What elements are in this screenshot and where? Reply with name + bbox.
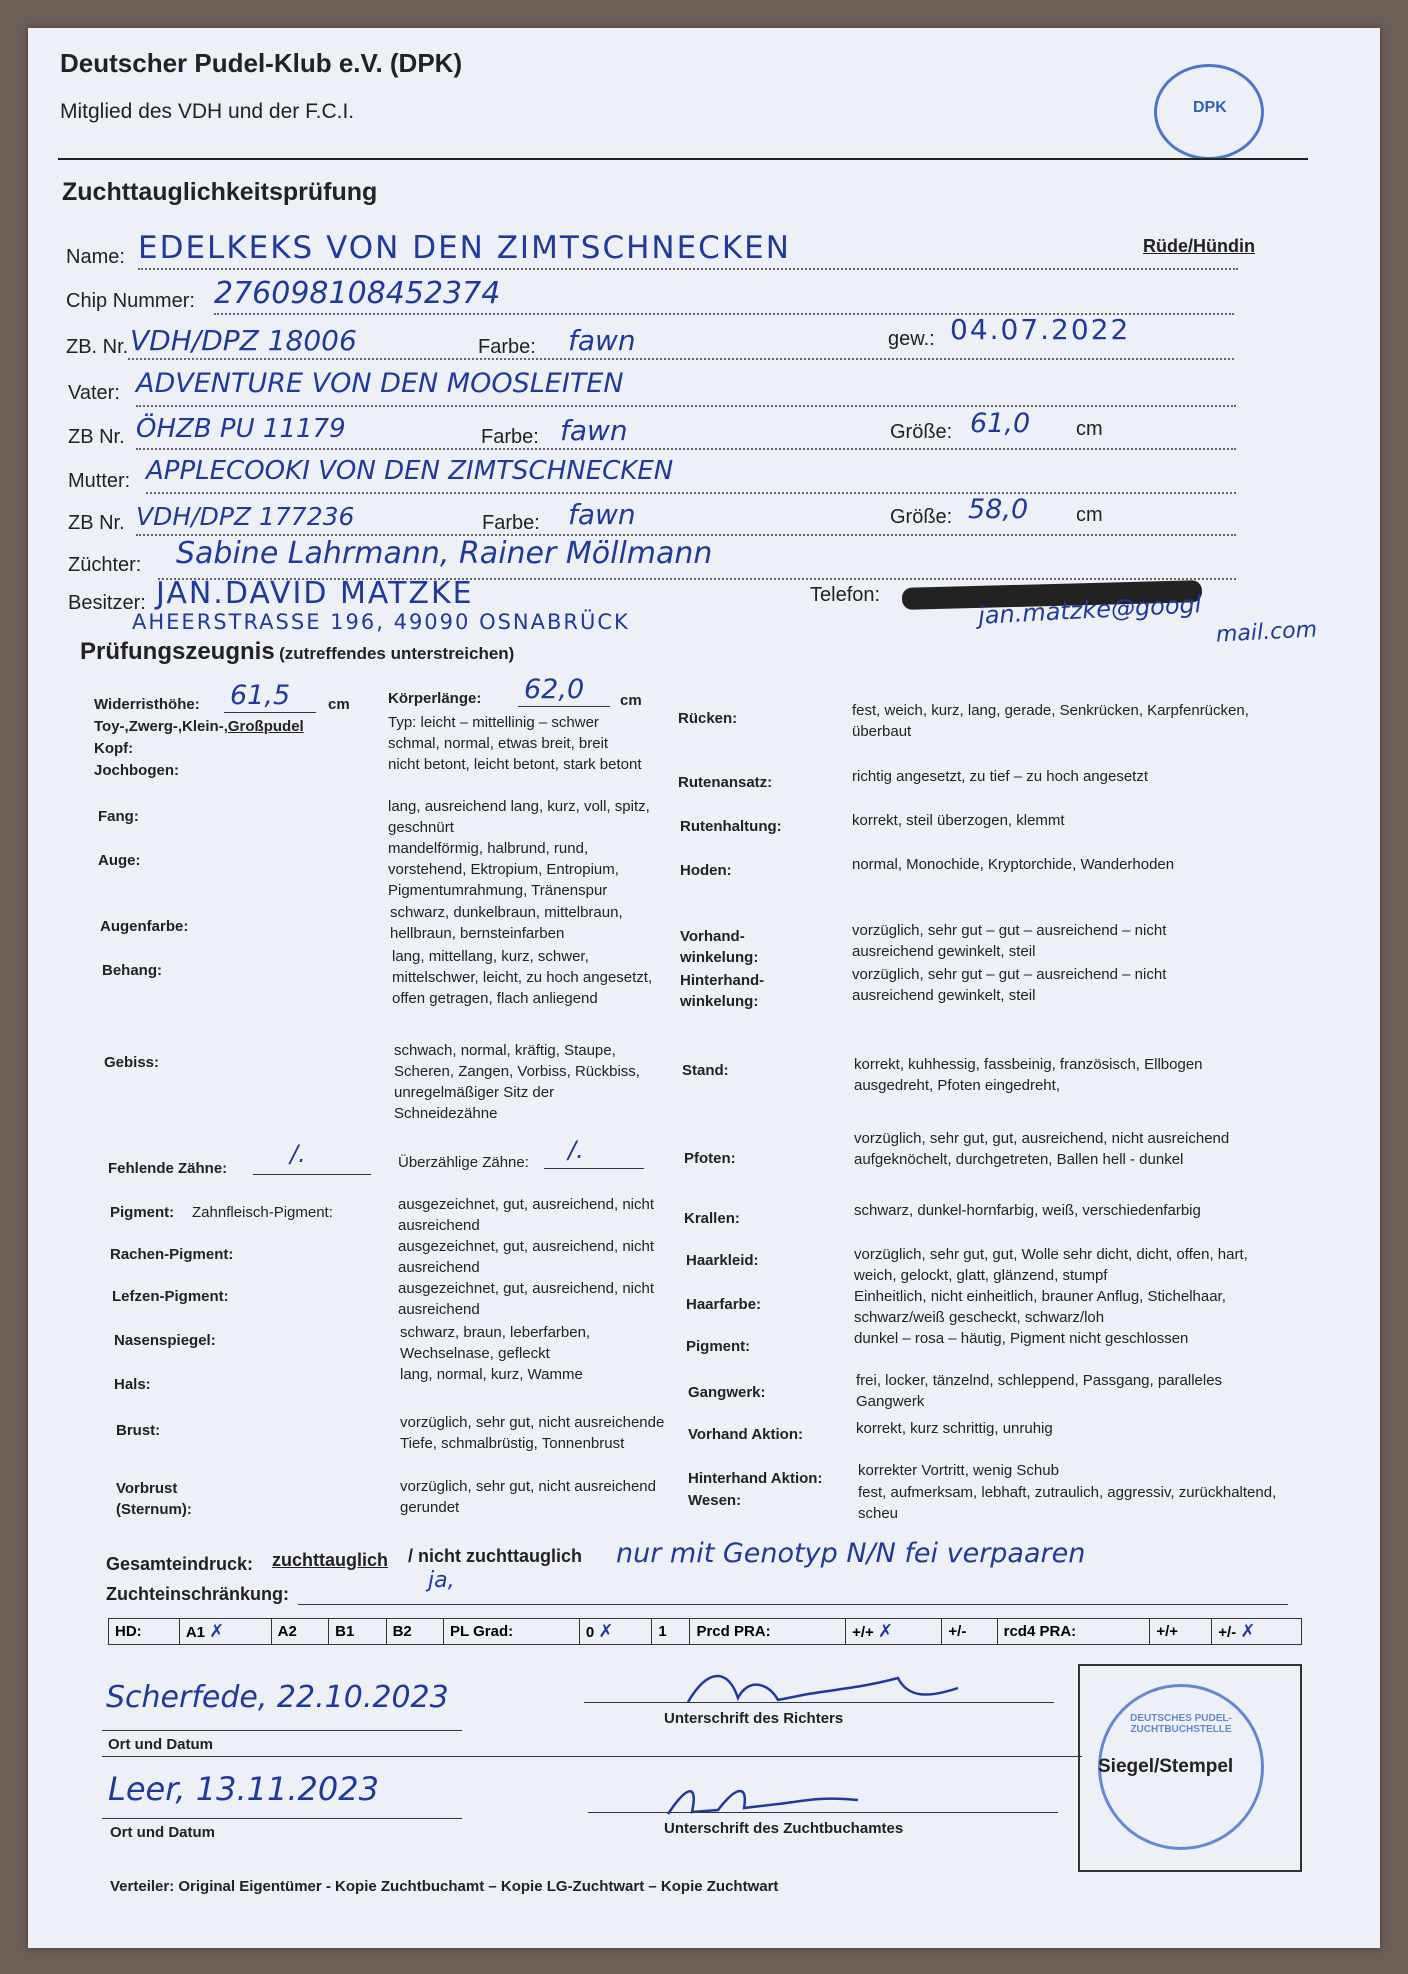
rcd4-label: rcd4 PRA:: [997, 1619, 1150, 1645]
hd-b2: B2: [386, 1619, 443, 1645]
zb-number: VDH/DPZ 18006: [130, 324, 357, 357]
paws-text: vorzüglich, sehr gut, gut, ausreichend, nicht ausreichend aufgeknöchelt, durchgetreten, Ballen hell - dunkel: [854, 1130, 1230, 1168]
augenfarbe-label: Augenfarbe:: [100, 918, 189, 935]
back-text: fest, weich, kurz, lang, gerade, Senkrücken, Karpfenrücken, überbaut: [852, 702, 1249, 740]
father-size-label: Größe:: [890, 421, 953, 443]
augenfarbe-text: schwarz, dunkelbraun, mittelbraun, hellbraun, bernsteinfarben: [390, 904, 623, 942]
pl-checkmark-icon: ✗: [598, 1621, 614, 1642]
missing-teeth-line: [253, 1174, 371, 1175]
chest-text: vorzüglich, sehr gut, nicht ausreichende Tiefe, schmalbrüstig, Tonnenbrust: [400, 1414, 665, 1452]
dpk-seal: [1154, 64, 1264, 160]
back-label: Rücken:: [678, 710, 738, 727]
breeding-note: nur mit Genotyp N/N fei verpaaren: [616, 1538, 1086, 1569]
name-label: Name:: [66, 246, 125, 268]
place-date-judge: Scherfede, 22.10.2023: [106, 1680, 449, 1715]
overall-label: Gesamteindruck:: [106, 1554, 254, 1574]
rcd4-checkmark-icon: ✗: [1240, 1621, 1256, 1642]
extra-teeth-value: /.: [568, 1136, 584, 1164]
jochbogen-label: Jochbogen:: [94, 762, 179, 779]
mother-name: APPLECOOKI VON DEN ZIMTSCHNECKEN: [146, 456, 674, 486]
throat-pigment-text: ausgezeichnet, gut, ausreichend, nicht ausreichend: [398, 1238, 655, 1276]
front-angulation-label: Vorhand-winkelung:: [680, 928, 759, 966]
pigment-label: Pigment:: [110, 1204, 175, 1221]
size-class-selected: Großpudel: [227, 718, 304, 735]
zb-label: ZB. Nr.: [66, 336, 129, 358]
skin-pigment-text: dunkel – rosa – häutig, Pigment nicht geschlossen: [854, 1330, 1189, 1347]
grading-table: [108, 1618, 1302, 1645]
father-name: ADVENTURE VON DEN MOOSLEITEN: [136, 368, 624, 399]
hd-a1: [179, 1619, 271, 1645]
mother-color-label: Farbe:: [482, 512, 540, 534]
org-name: Deutscher Pudel-Klub e.V. (DPK): [60, 48, 463, 78]
chip-label: Chip Nummer:: [66, 290, 195, 312]
temperament-text: fest, aufmerksam, lebhaft, zutraulich, aggressiv, zurückhaltend, scheu: [858, 1484, 1277, 1522]
gait-label: Gangwerk:: [688, 1384, 766, 1401]
missing-teeth-label: Fehlende Zähne:: [108, 1160, 228, 1177]
stance-text: korrekt, kuhhessig, fassbeinig, französisch, Ellbogen ausgedreht, Pfoten eingedreht,: [854, 1056, 1203, 1094]
rcd4-homo: +/+: [1150, 1619, 1212, 1645]
header-rule: [58, 158, 1308, 160]
lip-pigment-text: ausgezeichnet, gut, ausreichend, nicht ausreichend: [398, 1280, 655, 1318]
tail-carriage-label: Rutenhaltung:: [680, 818, 782, 835]
certificate-sheet: [28, 28, 1380, 1948]
claws-text: schwarz, dunkel-hornfarbig, weiß, verschiedenfarbig: [854, 1202, 1201, 1219]
temperament-label: Wesen:: [688, 1492, 742, 1509]
behang-text: lang, mittellang, kurz, schwer, mittelschwer, leicht, zu hoch angesetzt, offen getragen, flach anliegend: [392, 948, 653, 1007]
mother-zb-label: ZB Nr.: [68, 512, 125, 534]
rear-action-label: Hinterhand Aktion:: [688, 1470, 823, 1487]
chest-label: Brust:: [116, 1422, 161, 1439]
place-date-line-1: [102, 1730, 462, 1731]
throat-pigment-label: Rachen-Pigment:: [110, 1246, 234, 1263]
kopf-text: Typ: leicht – mittellinig – schwer schmal, normal, etwas breit, breit: [388, 714, 609, 752]
size-class-list: Toy-,Zwerg-,Klein-,: [94, 718, 228, 735]
pl-1: 1: [652, 1619, 690, 1645]
withers-line: [224, 712, 316, 713]
pl-0: [579, 1619, 652, 1645]
birth-date: 04.07.2022: [950, 313, 1131, 346]
dpk-seal-text: DPK: [1193, 99, 1227, 116]
judge-sig-line: [584, 1702, 1054, 1703]
sternum-text: vorzüglich, sehr gut, nicht ausreichend gerundet: [400, 1478, 656, 1516]
owner-email-2: mail.com: [1215, 617, 1318, 648]
claws-label: Krallen:: [684, 1210, 740, 1227]
restriction-line: [298, 1604, 1288, 1605]
tail-set-text: richtig angesetzt, zu tief – zu hoch angesetzt: [852, 768, 1149, 785]
breeder-label: Züchter:: [68, 554, 142, 576]
prcd-checkmark-icon: ✗: [877, 1621, 894, 1642]
hd-b1: B1: [329, 1619, 386, 1645]
father-line: [136, 405, 1236, 407]
report-subtitle: (zutreffendes unterstreichen): [279, 644, 515, 663]
rear-angulation-text: vorzüglich, sehr gut – gut – ausreichend – nicht ausreichend gewinkelt, steil: [852, 966, 1167, 1004]
owner-email-1: jan.matzke@googl: [977, 590, 1203, 630]
coat-color-label: Haarfarbe:: [686, 1296, 762, 1313]
mother-color: fawn: [568, 498, 636, 531]
front-angulation-text: vorzüglich, sehr gut – gut – ausreichend – nicht ausreichend gewinkelt, steil: [852, 922, 1167, 960]
rcd4-hetero: [1212, 1619, 1302, 1645]
dog-name: EDELKEKS VON DEN ZIMTSCHNECKEN: [138, 230, 791, 266]
front-action-label: Vorhand Aktion:: [688, 1426, 803, 1443]
extra-teeth-line: [544, 1168, 644, 1169]
auge-label: Auge:: [98, 852, 141, 869]
father-zb-line: [136, 448, 1236, 450]
pl-label: PL Grad:: [444, 1619, 580, 1645]
extra-teeth-label: Überzählige Zähne:: [398, 1154, 529, 1171]
dog-color: fawn: [568, 324, 636, 357]
length-value: 62,0: [524, 674, 585, 705]
chip-number: 276098108452374: [214, 276, 501, 311]
zb-line: [128, 358, 1234, 360]
mother-line: [146, 492, 1236, 494]
overall-other: / nicht zuchttauglich: [408, 1546, 582, 1566]
hd-label: HD:: [109, 1619, 180, 1645]
prcd-homo: [846, 1619, 942, 1645]
restriction-value: ja,: [428, 1568, 455, 1593]
length-unit: cm: [620, 692, 642, 709]
gebiss-text: schwach, normal, kräftig, Staupe, Scheren, Zangen, Vorbiss, Rückbiss, unregelmäßiger Sitz der Schneidezähne: [394, 1042, 640, 1122]
sex-label: Rüde/Hündin: [1143, 236, 1255, 256]
phone-label: Telefon:: [810, 584, 881, 606]
fang-text: lang, ausreichend lang, kurz, voll, spitz, geschnürt: [388, 798, 650, 836]
behang-label: Behang:: [102, 962, 162, 979]
father-size: 61,0: [970, 408, 1031, 439]
gum-pigment-text: ausgezeichnet, gut, ausreichend, nicht ausreichend: [398, 1196, 655, 1234]
place-date-line-2: [102, 1818, 462, 1819]
nose-label: Nasenspiegel:: [114, 1332, 216, 1349]
name-line: [138, 268, 1238, 270]
kopf-label: Kopf:: [94, 740, 134, 757]
father-zb-label: ZB Nr.: [68, 426, 125, 448]
stamp-box: [1078, 1664, 1302, 1872]
judge-sig-label: Unterschrift des Richters: [664, 1710, 844, 1727]
owner-label: Besitzer:: [68, 592, 146, 614]
father-size-unit: cm: [1076, 418, 1103, 440]
rear-action-text: korrekter Vortritt, wenig Schub: [858, 1462, 1059, 1479]
office-sig-label: Unterschrift des Zuchtbuchamtes: [664, 1820, 904, 1837]
stance-label: Stand:: [682, 1062, 729, 1079]
grading-row: [109, 1619, 1302, 1645]
owner-address: AHEERSTRASSE 196, 49090 OSNABRÜCK: [132, 610, 630, 634]
withers-value: 61,5: [230, 680, 291, 711]
gebiss-label: Gebiss:: [104, 1054, 160, 1071]
distribution: Verteiler: Original Eigentümer - Kopie Zuchtbuchamt – Kopie LG-Zuchtwart – Kopie Zuchtwart: [110, 1878, 779, 1895]
membership: Mitglied des VDH und der F.C.I.: [60, 100, 355, 123]
hd-a1-text: A1: [185, 1624, 205, 1641]
front-action-text: korrekt, kurz schrittig, unruhig: [856, 1420, 1053, 1437]
mother-size: 58,0: [968, 494, 1029, 525]
place-date-label-2: Ort und Datum: [110, 1824, 215, 1841]
restriction-label: Zuchteinschränkung:: [106, 1584, 290, 1604]
coat-label: Haarkleid:: [686, 1252, 759, 1269]
fang-label: Fang:: [98, 808, 139, 825]
lip-pigment-label: Lefzen-Pigment:: [112, 1288, 229, 1305]
paws-label: Pfoten:: [684, 1150, 736, 1167]
pigment-sub-label: Zahnfleisch-Pigment:: [192, 1204, 333, 1221]
prcd-label: Prcd PRA:: [690, 1619, 846, 1645]
missing-teeth-value: /.: [290, 1140, 306, 1168]
office-signature-icon: [658, 1774, 878, 1824]
jochbogen-text: nicht betont, leicht betont, stark betont: [388, 756, 642, 773]
size-classes: [94, 718, 304, 735]
prcd-hetero: +/-: [942, 1619, 997, 1645]
sternum-label: Vorbrust (Sternum):: [116, 1480, 192, 1518]
birth-label: gew.:: [888, 328, 935, 350]
neck-text: lang, normal, kurz, Wamme: [400, 1366, 583, 1383]
testes-label: Hoden:: [680, 862, 732, 879]
coat-color-text: Einheitlich, nicht einheitlich, brauner Anflug, Stichelhaar, schwarz/weiß gescheckt, schwarz/loh: [854, 1288, 1226, 1326]
length-label: Körperlänge:: [388, 690, 482, 707]
stamp-ring-text: DEUTSCHES PUDEL-ZUCHTBUCHSTELLE: [1130, 1713, 1232, 1735]
stamp-label: Siegel/Stempel: [1098, 1756, 1234, 1777]
place-date-label-1: Ort und Datum: [108, 1736, 213, 1753]
neck-label: Hals:: [114, 1376, 151, 1393]
withers-unit: cm: [328, 696, 350, 713]
tail-carriage-text: korrekt, steil überzogen, klemmt: [852, 812, 1065, 829]
owner-name: JAN.DAVID MATZKE: [156, 576, 474, 611]
father-zb: ÖHZB PU 11179: [136, 414, 346, 444]
rear-angulation-label: Hinterhand-winkelung:: [680, 972, 765, 1010]
testes-text: normal, Monochide, Kryptorchide, Wanderhoden: [852, 856, 1175, 873]
pl-0-text: 0: [585, 1624, 595, 1641]
auge-text: mandelförmig, halbrund, rund, vorstehend, Ektropium, Entropium, Pigmentumrahmung, Tränenspur: [388, 840, 619, 899]
a1-checkmark-icon: ✗: [209, 1621, 225, 1642]
report-title: Prüfungszeugnis: [80, 638, 275, 665]
father-label: Vater:: [68, 382, 120, 404]
office-sig-line: [588, 1812, 1058, 1813]
mother-label: Mutter:: [68, 470, 131, 492]
overall-selected: zuchttauglich: [272, 1550, 388, 1570]
form-title: Zuchttauglichkeitsprüfung: [62, 178, 378, 206]
gait-text: frei, locker, tänzelnd, schleppend, Passgang, paralleles Gangwerk: [856, 1372, 1223, 1410]
prcd-homo-text: +/+: [852, 1624, 874, 1641]
skin-pigment-label: Pigment:: [686, 1338, 751, 1355]
report-heading: [80, 638, 514, 666]
dog-color-label: Farbe:: [478, 336, 536, 358]
hd-a2: A2: [271, 1619, 328, 1645]
mother-size-label: Größe:: [890, 506, 953, 528]
place-date-office: Leer, 13.11.2023: [108, 1770, 379, 1808]
mother-size-unit: cm: [1076, 504, 1103, 526]
tail-set-label: Rutenansatz:: [678, 774, 773, 791]
judge-signature-icon: [668, 1658, 968, 1718]
mother-zb: VDH/DPZ 177236: [136, 502, 355, 531]
coat-text: vorzüglich, sehr gut, gut, Wolle sehr dicht, dicht, offen, hart, weich, gelockt, glatt, glänzend, stumpf: [854, 1246, 1248, 1284]
rcd4-hetero-text: +/-: [1218, 1624, 1237, 1641]
father-color-label: Farbe:: [481, 426, 539, 448]
breeder-name: Sabine Lahrmann, Rainer Möllmann: [176, 536, 713, 571]
footer-divider: [102, 1756, 1082, 1757]
length-line: [518, 706, 610, 707]
nose-text: schwarz, braun, leberfarben, Wechselnase, gefleckt: [400, 1324, 591, 1362]
father-color: fawn: [560, 414, 628, 447]
withers-label: Widerristhöhe:: [94, 696, 200, 713]
